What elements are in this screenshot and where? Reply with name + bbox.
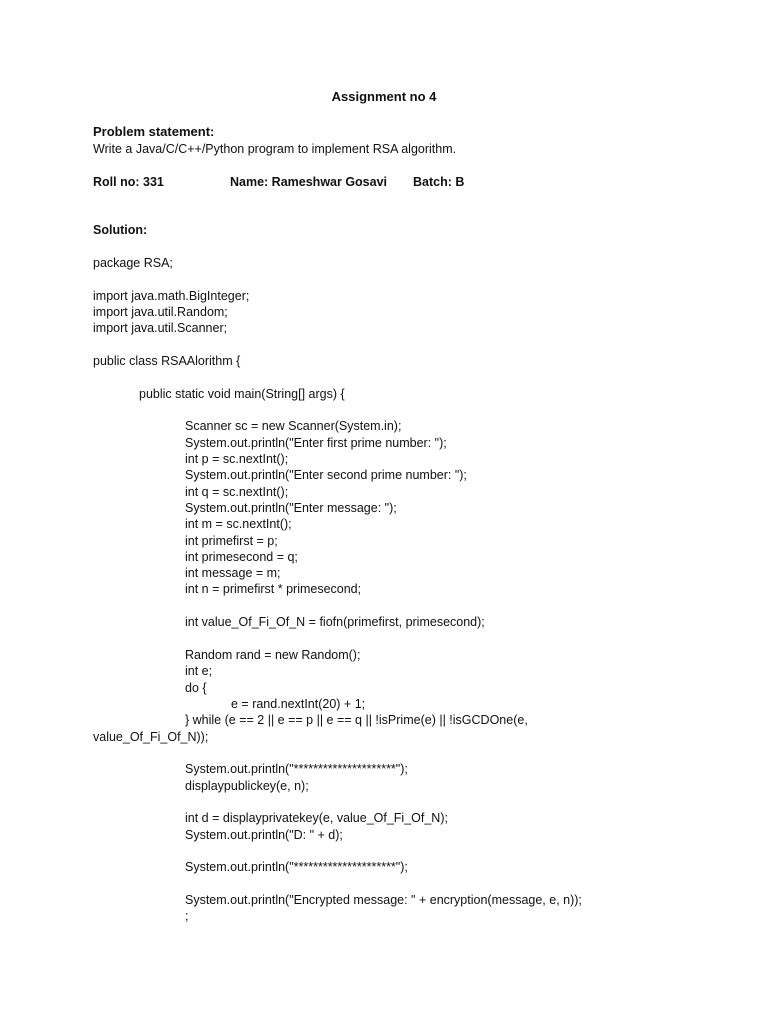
student-name: Name: Rameshwar Gosavi [230,175,388,189]
code-line: System.out.println("Enter second prime number: "); [185,468,467,482]
code-line: } while (e == 2 || e == p || e == q || !isPrime(e) || !isGCDOne(e, [185,713,528,727]
code-line: System.out.println("Encrypted message: " + encryption(message, e, n)); [185,893,582,907]
code-line: System.out.println("*********************"); [185,860,408,874]
code-line: int m = sc.nextInt(); [185,517,292,531]
code-line: System.out.println("D: " + d); [185,828,343,842]
batch: Batch: B [413,175,465,189]
code-line: Scanner sc = new Scanner(System.in); [185,419,402,433]
code-line: import java.math.BigInteger; [93,289,250,303]
problem-heading: Problem statement: [93,124,215,139]
code-line: int message = m; [185,566,281,580]
code-line: int d = displayprivatekey(e, value_Of_Fi_Of_N); [185,811,448,825]
code-line: value_Of_Fi_Of_N)); [93,730,209,744]
code-line: import java.util.Random; [93,305,228,319]
code-line: do { [185,681,207,695]
code-line: int primesecond = q; [185,550,298,564]
code-line: System.out.println("Enter message: "); [185,501,397,515]
code-line: ; [185,909,189,923]
code-line: System.out.println("Enter first prime number: "); [185,436,447,450]
code-line: int value_Of_Fi_Of_N = fiofn(primefirst, primesecond); [185,615,485,629]
code-line: int p = sc.nextInt(); [185,452,289,466]
code-line: import java.util.Scanner; [93,321,228,335]
code-line: displaypublickey(e, n); [185,779,309,793]
code-line: public class RSAAlorithm { [93,354,241,368]
problem-text: Write a Java/C/C++/Python program to implement RSA algorithm. [93,142,457,156]
code-line: int primefirst = p; [185,534,278,548]
code-line: int q = sc.nextInt(); [185,485,289,499]
code-line: Random rand = new Random(); [185,648,361,662]
code-line: System.out.println("*********************"); [185,762,408,776]
solution-heading: Solution: [93,223,148,237]
code-line: int n = primefirst * primesecond; [185,582,362,596]
code-line: package RSA; [93,256,173,270]
document-title: Assignment no 4 [331,89,437,104]
code-line: int e; [185,664,213,678]
code-line: e = rand.nextInt(20) + 1; [231,697,366,711]
roll-number: Roll no: 331 [93,175,164,189]
student-info-row [0,174,768,190]
code-line: public static void main(String[] args) { [139,387,345,401]
